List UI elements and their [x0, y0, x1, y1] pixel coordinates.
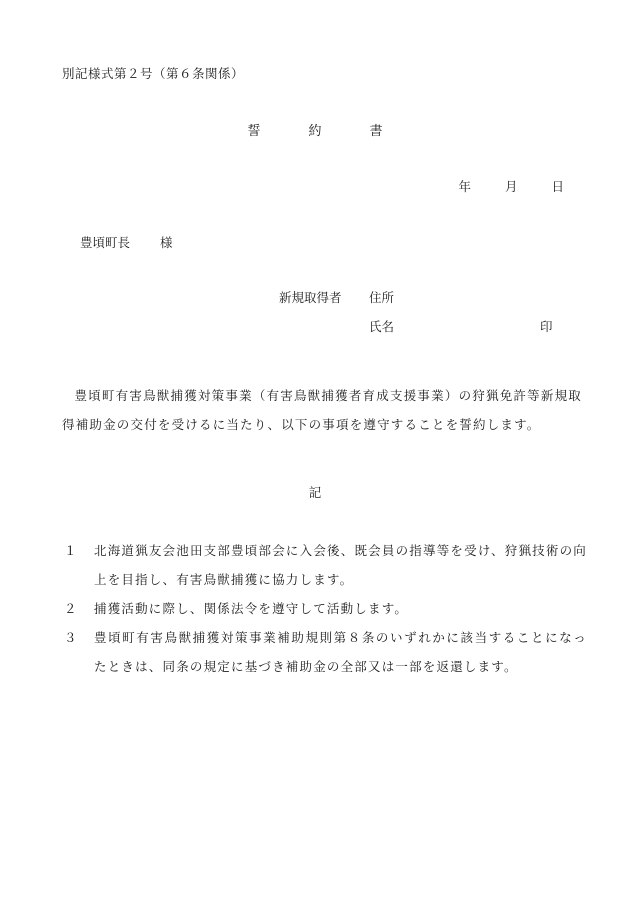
date-day-label: 日 — [551, 179, 564, 194]
date-month-label: 月 — [504, 179, 518, 194]
item-number: ２ — [64, 601, 78, 616]
item-number: ３ — [64, 630, 78, 645]
item-text: 北海道猟友会池田支部豊頃部会に入会後、既会員の指導等を受け、狩猟技術の向上を目指し、有害鳥獣捕獲に協力します。 — [94, 543, 587, 587]
address-label: 住所 — [369, 290, 395, 305]
addressee — [80, 237, 173, 250]
item-number: １ — [64, 543, 78, 558]
seal-mark: 印 — [540, 319, 553, 334]
form-number: 別記様式第２号（第６条関係） — [62, 66, 245, 81]
document-title — [0, 125, 630, 138]
title-char: 約 — [308, 124, 322, 139]
list-item — [62, 536, 587, 594]
item-text: 捕獲活動に際し、関係法令を遵守して活動します。 — [94, 601, 409, 616]
addressee-honorific: 様 — [160, 235, 173, 250]
item-text: 豊頃町有害鳥獣捕獲対策事業補助規則第８条のいずれかに該当することになったときは、同条の規定に基づき補助金の全部又は一部を返還します。 — [94, 630, 587, 674]
addressee-name: 豊頃町長 — [80, 235, 131, 250]
title-char: 書 — [369, 124, 383, 139]
name-label: 氏名 — [369, 319, 395, 334]
title-char: 誓 — [247, 124, 261, 139]
ki-heading: 記 — [308, 485, 322, 500]
date-year-label: 年 — [458, 179, 471, 194]
pledge-body-text: 豊頃町有害鳥獣捕獲対策事業（有害鳥獣捕獲者育成支援事業）の狩猟免許等新規取得補助金の交付を受けるに当たり、以下の事項を遵守することを誓約します。 — [62, 387, 582, 432]
list-item — [62, 594, 587, 623]
applicant-label: 新規取得者 — [279, 290, 342, 305]
list-item — [62, 623, 587, 681]
pledge-items-list — [62, 536, 587, 681]
date-line — [458, 181, 564, 194]
